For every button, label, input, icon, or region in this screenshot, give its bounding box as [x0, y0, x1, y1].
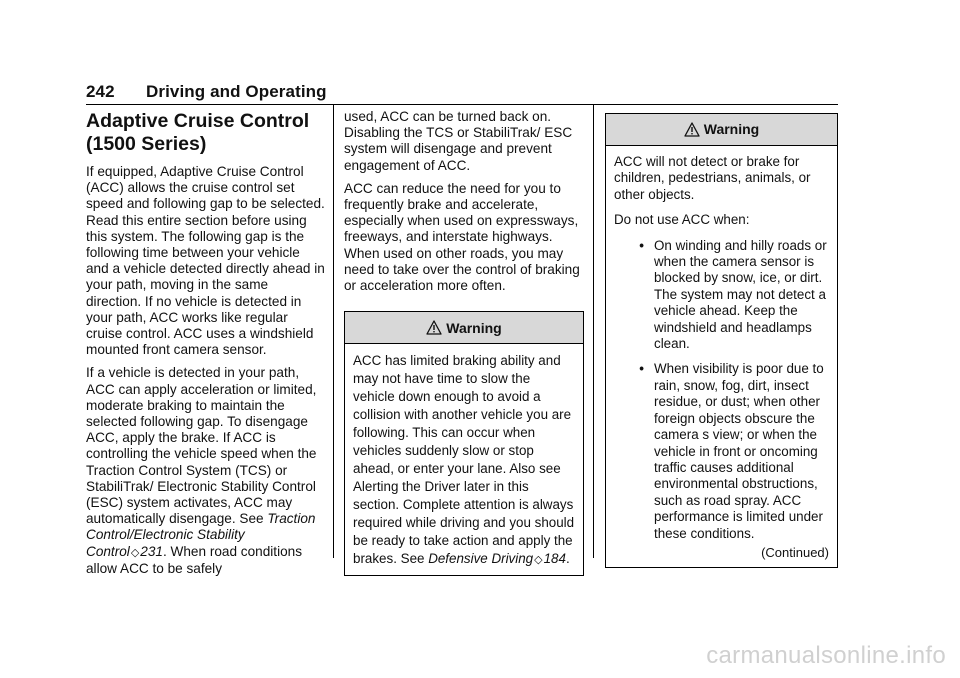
warning-label: Warning	[446, 319, 502, 336]
column-1	[86, 110, 326, 584]
continued-label: (Continued)	[761, 544, 829, 560]
braking-paragraph-tail: . When road conditions allow ACC to be safely	[86, 543, 303, 576]
warning-body	[345, 344, 583, 575]
warning-body	[606, 146, 837, 567]
warning-box-detection	[605, 113, 838, 568]
bullet-text: When visibility is poor due to rain, snow, fog, dirt, insect residue, or dust; when other foreign objects obscure the camera s view; or when the vehicle in front or oncoming traffic causes additional environmental obstructions, such as road spray. ACC performance is limited under these conditions.	[654, 361, 824, 541]
page-ref-icon: ◇	[534, 554, 543, 567]
bullet-marker: •	[639, 237, 644, 253]
page-title: Adaptive Cruise Control (1500 Series)	[86, 110, 310, 155]
warning-header	[345, 312, 583, 344]
bullet-text: On winding and hilly roads or when the camera sensor is blocked by snow, ice, or dirt. The system may not detect a vehicle ahead. Keep the windshield and headlamps clean.	[654, 237, 827, 352]
traction-control-page[interactable]: 231	[140, 543, 163, 559]
warning-text	[353, 352, 575, 569]
column-2	[344, 109, 584, 576]
braking-paragraph	[86, 365, 326, 577]
traction-control-link[interactable]: Traction Control/Electronic Stability Control	[86, 511, 316, 559]
section-title: Driving and Operating	[146, 82, 327, 101]
braking-paragraph-text: If a vehicle is detected in your path, ACC can apply acceleration or limited, moderate braking to maintain the selected following gap. To disengage ACC, apply the brake. If ACC is controlling the vehicle speed when the Traction Control System (TCS) or StabiliTrak/ Electronic Stability Control (ESC) system activates, ACC may automatically disengage. See	[86, 365, 317, 527]
page-header	[86, 82, 838, 102]
warning-lead: Do not use ACC when:	[614, 212, 750, 228]
column-divider-2	[593, 104, 594, 558]
defensive-driving-page[interactable]: 184	[543, 551, 566, 567]
bullet-marker: •	[639, 361, 644, 377]
usage-paragraph: ACC can reduce the need for you to frequently brake and accelerate, especially when used on expressways, freeways, and interstate highways. When used on other roads, you may need to take over the control of braking or acceleration more often.	[344, 180, 580, 294]
warning-label: Warning	[703, 121, 760, 138]
warning-triangle-icon	[684, 122, 700, 137]
defensive-driving-link[interactable]: Defensive Driving	[428, 551, 534, 567]
column-3	[605, 113, 838, 568]
page-number: 242	[86, 82, 115, 101]
page-ref-icon: ◇	[130, 546, 140, 559]
warning-intro: ACC will not detect or brake for children, pedestrians, animals, or other objects.	[614, 154, 811, 202]
intro-paragraph: If equipped, Adaptive Cruise Control (ACC) allows the cruise control set speed and following gap to be selected. Read this entire section before using this system. The following gap is the following time between your vehicle and a vehicle detected directly ahead in your path, moving in the same direction. If no vehicle is detected in your path, ACC works like regular cruise control. ACC uses a windshield mounted front camera sensor.	[86, 164, 325, 358]
column-divider-1	[333, 104, 334, 558]
warning-text-tail: .	[565, 551, 570, 567]
warning-header	[606, 114, 837, 146]
watermark: carmanualsonline.info	[706, 642, 946, 669]
warning-text-main: ACC has limited braking ability and may not have time to slow the vehicle down enough to avoid a collision with another vehicle you are following. This can occur when vehicles suddenly slow or stop ahead, or enter your lane. Also see Alerting the Driver later in this section. Complete attention is always required while driving and you should be ready to take action and apply the brakes. See	[353, 353, 575, 567]
warning-box-braking	[344, 311, 584, 576]
warning-triangle-icon	[426, 320, 442, 335]
warning-bullet-list	[614, 238, 829, 542]
header-rule	[86, 104, 838, 105]
list-item	[614, 361, 829, 541]
reenable-paragraph: used, ACC can be turned back on. Disabling the TCS or StabiliTrak/ ESC system will disengage and prevent engagement of ACC.	[344, 109, 573, 173]
list-item	[614, 238, 829, 353]
